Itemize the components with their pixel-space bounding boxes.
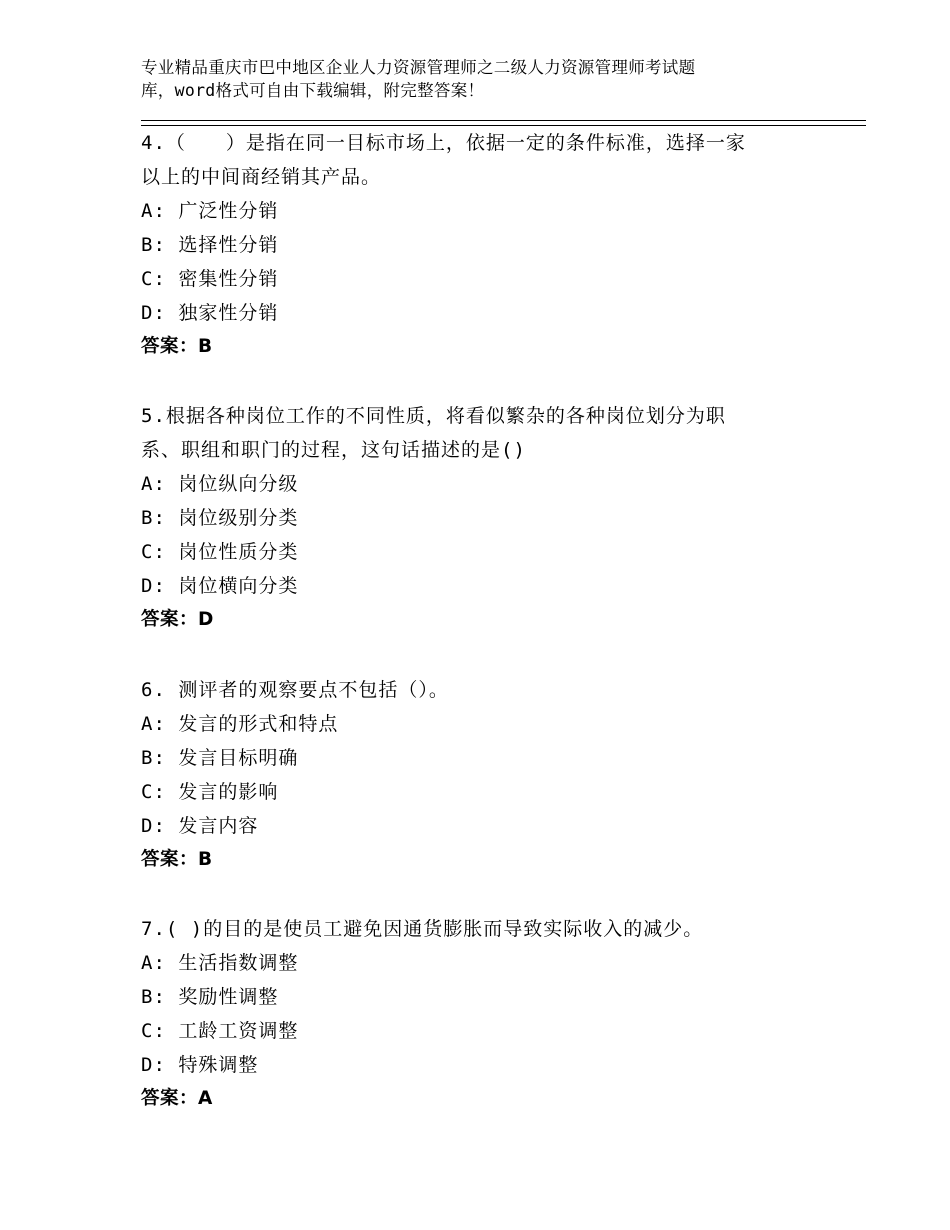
option-d: D: 特殊调整 — [141, 1054, 259, 1076]
question-7 — [141, 912, 821, 1116]
header-divider-top — [141, 120, 866, 121]
answer: 答案：B — [141, 336, 213, 357]
option-b: B: 选择性分销 — [141, 234, 279, 256]
option-b: B: 发言目标明确 — [141, 747, 299, 769]
answer: 答案：D — [141, 609, 214, 630]
option-a: A: 发言的形式和特点 — [141, 713, 339, 735]
option-b: B: 奖励性调整 — [141, 986, 279, 1008]
question-text-line: 4.（ ）是指在同一目标市场上，依据一定的条件标准，选择一家 — [141, 132, 746, 154]
option-a: A: 生活指数调整 — [141, 952, 299, 974]
question-5 — [141, 399, 821, 637]
option-c: C: 密集性分销 — [141, 268, 279, 290]
question-text-line: 6. 测评者的观察要点不包括（）。 — [141, 679, 449, 701]
answer: 答案：A — [141, 1088, 213, 1109]
answer: 答案：B — [141, 849, 213, 870]
question-text-line: 7.( )的目的是使员工避免因通货膨胀而导致实际收入的减少。 — [141, 918, 704, 940]
option-d: D: 发言内容 — [141, 815, 259, 837]
option-c: C: 岗位性质分类 — [141, 541, 299, 563]
header-line-2: 库，word格式可自由下载编辑，附完整答案！ — [141, 81, 485, 100]
option-c: C: 工龄工资调整 — [141, 1020, 299, 1042]
option-d: D: 独家性分销 — [141, 302, 279, 324]
option-c: C: 发言的影响 — [141, 781, 279, 803]
question-text-line: 以上的中间商经销其产品。 — [141, 166, 382, 188]
option-a: A: 岗位纵向分级 — [141, 473, 299, 495]
option-b: B: 岗位级别分类 — [141, 507, 299, 529]
document-header — [141, 56, 801, 102]
question-text-line: 5.根据各种岗位工作的不同性质，将看似繁杂的各种岗位划分为职 — [141, 405, 726, 427]
question-6 — [141, 673, 821, 877]
question-4 — [141, 126, 821, 364]
question-text-line: 系、职组和职门的过程，这句话描述的是() — [141, 439, 526, 461]
option-a: A: 广泛性分销 — [141, 200, 279, 222]
header-line-1: 专业精品重庆市巴中地区企业人力资源管理师之二级人力资源管理师考试题 — [141, 58, 696, 77]
option-d: D: 岗位横向分类 — [141, 575, 299, 597]
